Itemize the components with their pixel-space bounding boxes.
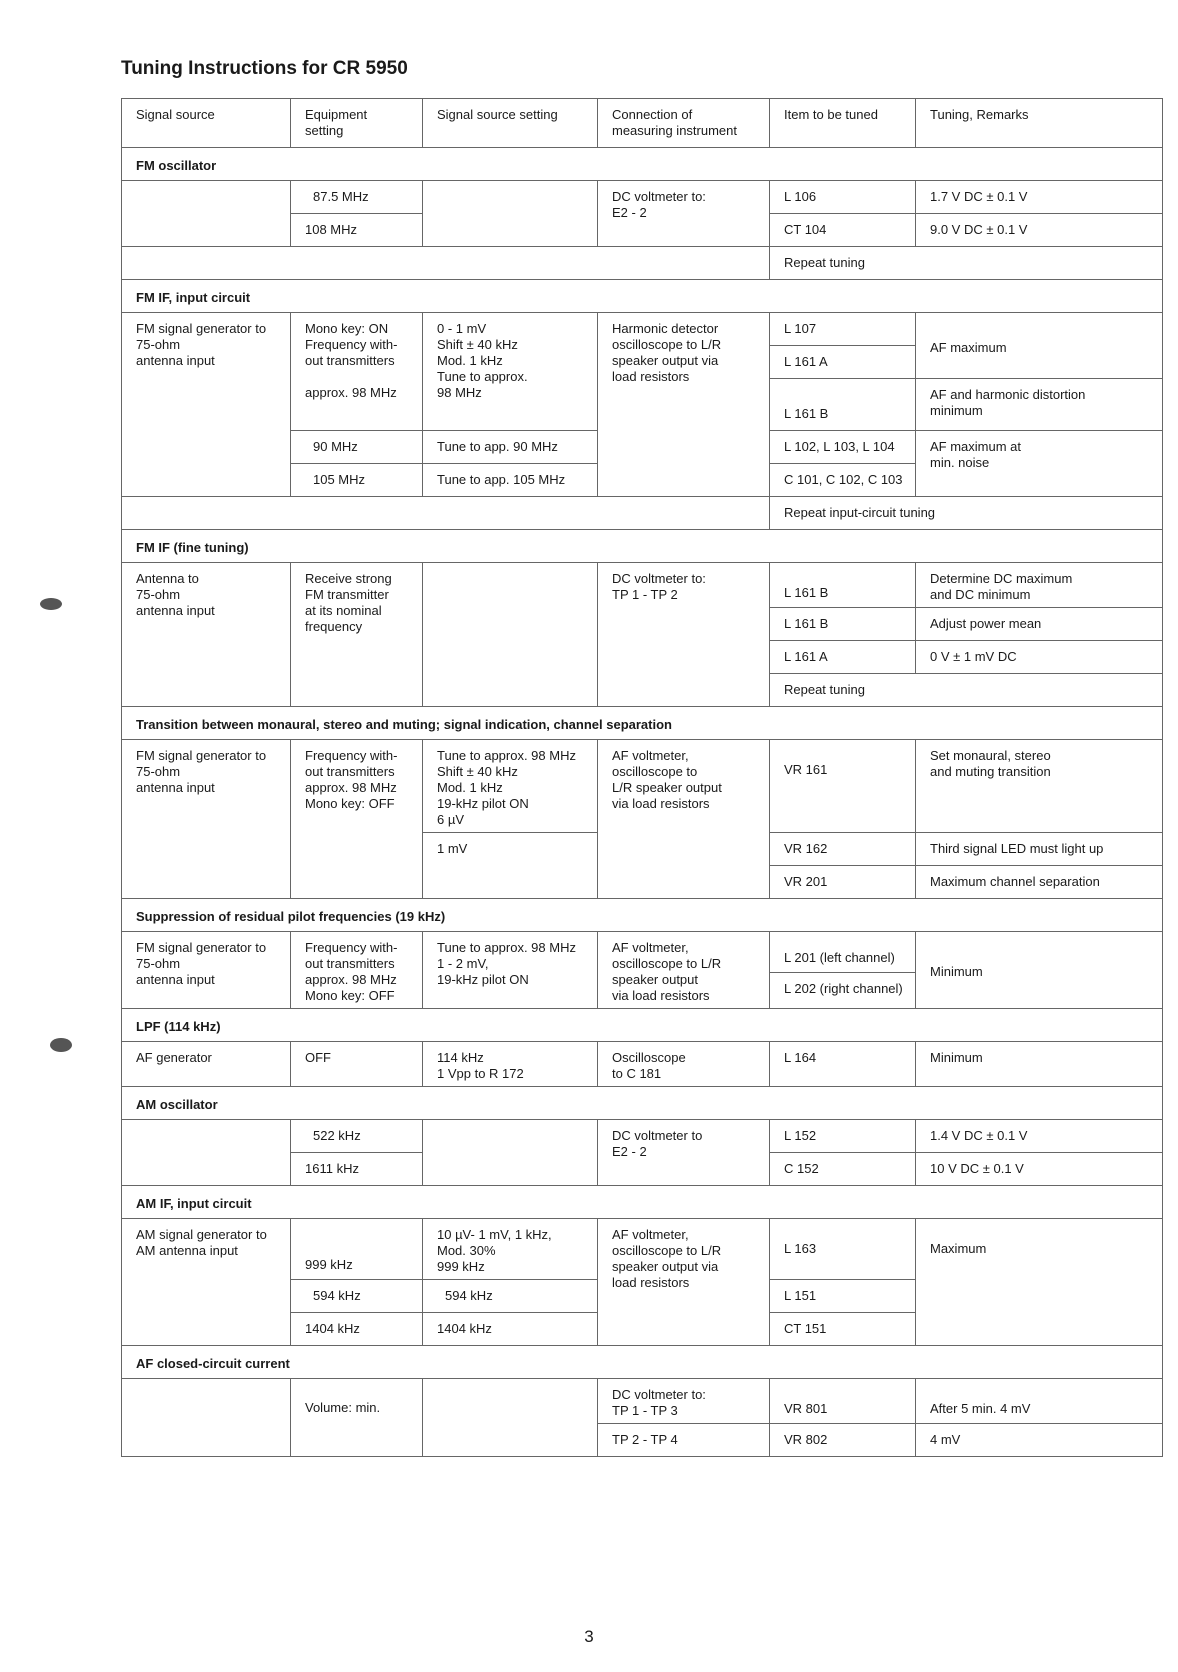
trans-set2: 1 mV (423, 833, 598, 899)
fm-if-item5: C 101, C 102, C 103 (770, 464, 916, 497)
am-if-set3: 1404 kHz (423, 1313, 598, 1346)
fm-osc-repeat: Repeat tuning (770, 247, 1163, 280)
fm-if-item3: L 161 B (770, 379, 916, 431)
header-connection: Connection of measuring instrument (598, 99, 770, 148)
trans-item2: VR 162 (770, 833, 916, 866)
fm-if-rem1: AF maximum (916, 313, 1163, 379)
am-if-eq1: 999 kHz (291, 1219, 423, 1280)
empty-cell (423, 1120, 598, 1186)
pilot-item1: L 201 (left channel) (770, 932, 916, 973)
am-if-set2: 594 kHz (423, 1280, 598, 1313)
fine-eq: Receive strong FM transmitter at its nominal frequency (291, 563, 423, 707)
fm-osc-eq2: 108 MHz (291, 214, 423, 247)
am-if-conn: AF voltmeter, oscilloscope to L/R speaker output via load resistors (598, 1219, 770, 1346)
fm-if-item2: L 161 A (770, 346, 916, 379)
fine-item2: L 161 B (770, 608, 916, 641)
fm-if-set3: Tune to app. 105 MHz (423, 464, 598, 497)
empty-cell (423, 563, 598, 707)
pilot-set: Tune to approx. 98 MHz 1 - 2 mV, 19-kHz pilot ON (423, 932, 598, 1009)
section-pilot: Suppression of residual pilot frequencies (19 kHz) (122, 899, 1163, 932)
section-af-current: AF closed-circuit current (122, 1346, 1163, 1379)
am-if-item3: CT 151 (770, 1313, 916, 1346)
fine-item1: L 161 B (770, 563, 916, 608)
section-fm-if-input: FM IF, input circuit (122, 280, 1163, 313)
trans-item3: VR 201 (770, 866, 916, 899)
scan-mark (50, 1038, 72, 1052)
am-osc-item2: C 152 (770, 1153, 916, 1186)
lpf-rem: Minimum (916, 1042, 1163, 1087)
am-osc-eq1: 522 kHz (291, 1120, 423, 1153)
lpf-src: AF generator (122, 1042, 291, 1087)
am-if-src: AM signal generator to AM antenna input (122, 1219, 291, 1346)
fm-osc-item1: L 106 (770, 181, 916, 214)
af-eq: Volume: min. (291, 1379, 423, 1457)
fm-if-eq2: 90 MHz (291, 431, 423, 464)
fine-rem3: 0 V ± 1 mV DC (916, 641, 1163, 674)
fm-if-set2: Tune to app. 90 MHz (423, 431, 598, 464)
af-item2: VR 802 (770, 1424, 916, 1457)
am-osc-conn: DC voltmeter to E2 - 2 (598, 1120, 770, 1186)
header-signal-source: Signal source (122, 99, 291, 148)
pilot-item2: L 202 (right channel) (770, 973, 916, 1009)
fm-osc-eq1: 87.5 MHz (291, 181, 423, 214)
fine-rem2: Adjust power mean (916, 608, 1163, 641)
af-item1: VR 801 (770, 1379, 916, 1424)
empty-cell (122, 1379, 291, 1457)
header-equipment-setting: Equipment setting (291, 99, 423, 148)
scan-mark (40, 598, 62, 610)
am-osc-rem2: 10 V DC ± 0.1 V (916, 1153, 1163, 1186)
fm-if-set1: 0 - 1 mV Shift ± 40 kHz Mod. 1 kHz Tune to approx. 98 MHz (423, 313, 598, 431)
section-fm-if-fine: FM IF (fine tuning) (122, 530, 1163, 563)
trans-conn: AF voltmeter, oscilloscope to L/R speaker output via load resistors (598, 740, 770, 899)
fm-if-eq1: Mono key: ON Frequency with- out transmitters approx. 98 MHz (291, 313, 423, 431)
header-item: Item to be tuned (770, 99, 916, 148)
am-osc-item1: L 152 (770, 1120, 916, 1153)
trans-eq: Frequency with- out transmitters approx. 98 MHz Mono key: OFF (291, 740, 423, 899)
tuning-table (121, 98, 1163, 1457)
pilot-eq: Frequency with- out transmitters approx. 98 MHz Mono key: OFF (291, 932, 423, 1009)
header-row (122, 99, 1163, 148)
header-signal-source-setting: Signal source setting (423, 99, 598, 148)
fm-if-item1: L 107 (770, 313, 916, 346)
empty-cell (423, 1379, 598, 1457)
empty-cell (122, 181, 291, 247)
page-number: 3 (584, 1627, 594, 1646)
am-osc-eq2: 1611 kHz (291, 1153, 423, 1186)
section-fm-oscillator: FM oscillator (122, 148, 1163, 181)
am-osc-rem1: 1.4 V DC ± 0.1 V (916, 1120, 1163, 1153)
fm-if-rem2: AF and harmonic distortion minimum (916, 379, 1163, 431)
af-rem2: 4 mV (916, 1424, 1163, 1457)
fm-if-rem3: AF maximum at min. noise (916, 431, 1163, 497)
fine-rem1: Determine DC maximum and DC minimum (916, 563, 1163, 608)
section-lpf: LPF (114 kHz) (122, 1009, 1163, 1042)
trans-src: FM signal generator to 75-ohm antenna input (122, 740, 291, 899)
am-if-eq2: 594 kHz (291, 1280, 423, 1313)
trans-set1: Tune to approx. 98 MHz Shift ± 40 kHz Mod. 1 kHz 19-kHz pilot ON 6 µV (423, 740, 598, 833)
am-if-rem: Maximum (916, 1219, 1163, 1346)
fm-if-conn: Harmonic detector oscilloscope to L/R speaker output via load resistors (598, 313, 770, 497)
trans-rem2: Third signal LED must light up (916, 833, 1163, 866)
empty-cell (423, 181, 598, 247)
am-if-eq3: 1404 kHz (291, 1313, 423, 1346)
section-am-if: AM IF, input circuit (122, 1186, 1163, 1219)
pilot-rem: Minimum (916, 932, 1163, 1009)
empty-cell (122, 497, 770, 530)
af-conn2: TP 2 - TP 4 (598, 1424, 770, 1457)
am-if-item1: L 163 (770, 1219, 916, 1280)
fm-osc-rem1: 1.7 V DC ± 0.1 V (916, 181, 1163, 214)
fm-if-eq3: 105 MHz (291, 464, 423, 497)
section-am-oscillator: AM oscillator (122, 1087, 1163, 1120)
empty-cell (122, 1120, 291, 1186)
lpf-set: 114 kHz 1 Vpp to R 172 (423, 1042, 598, 1087)
trans-rem1: Set monaural, stereo and muting transition (916, 740, 1163, 833)
lpf-eq: OFF (291, 1042, 423, 1087)
fm-if-src: FM signal generator to 75-ohm antenna input (122, 313, 291, 497)
trans-item1: VR 161 (770, 740, 916, 833)
page-title: Tuning Instructions for CR 5950 (121, 58, 408, 79)
am-if-set1: 10 µV- 1 mV, 1 kHz, Mod. 30% 999 kHz (423, 1219, 598, 1280)
header-remarks: Tuning, Remarks (916, 99, 1163, 148)
fm-osc-item2: CT 104 (770, 214, 916, 247)
lpf-conn: Oscilloscope to C 181 (598, 1042, 770, 1087)
fine-item3: L 161 A (770, 641, 916, 674)
section-transition: Transition between monaural, stereo and muting; signal indication, channel separation (122, 707, 1163, 740)
lpf-item: L 164 (770, 1042, 916, 1087)
fm-osc-conn: DC voltmeter to: E2 - 2 (598, 181, 770, 247)
empty-cell (122, 247, 770, 280)
af-conn1: DC voltmeter to: TP 1 - TP 3 (598, 1379, 770, 1424)
pilot-src: FM signal generator to 75-ohm antenna input (122, 932, 291, 1009)
fm-if-repeat: Repeat input-circuit tuning (770, 497, 1163, 530)
af-rem1: After 5 min. 4 mV (916, 1379, 1163, 1424)
fm-if-item4: L 102, L 103, L 104 (770, 431, 916, 464)
fine-src: Antenna to 75-ohm antenna input (122, 563, 291, 707)
am-if-item2: L 151 (770, 1280, 916, 1313)
pilot-conn: AF voltmeter, oscilloscope to L/R speaker output via load resistors (598, 932, 770, 1009)
fm-osc-rem2: 9.0 V DC ± 0.1 V (916, 214, 1163, 247)
trans-rem3: Maximum channel separation (916, 866, 1163, 899)
fine-conn: DC voltmeter to: TP 1 - TP 2 (598, 563, 770, 707)
fine-repeat: Repeat tuning (770, 674, 1163, 707)
